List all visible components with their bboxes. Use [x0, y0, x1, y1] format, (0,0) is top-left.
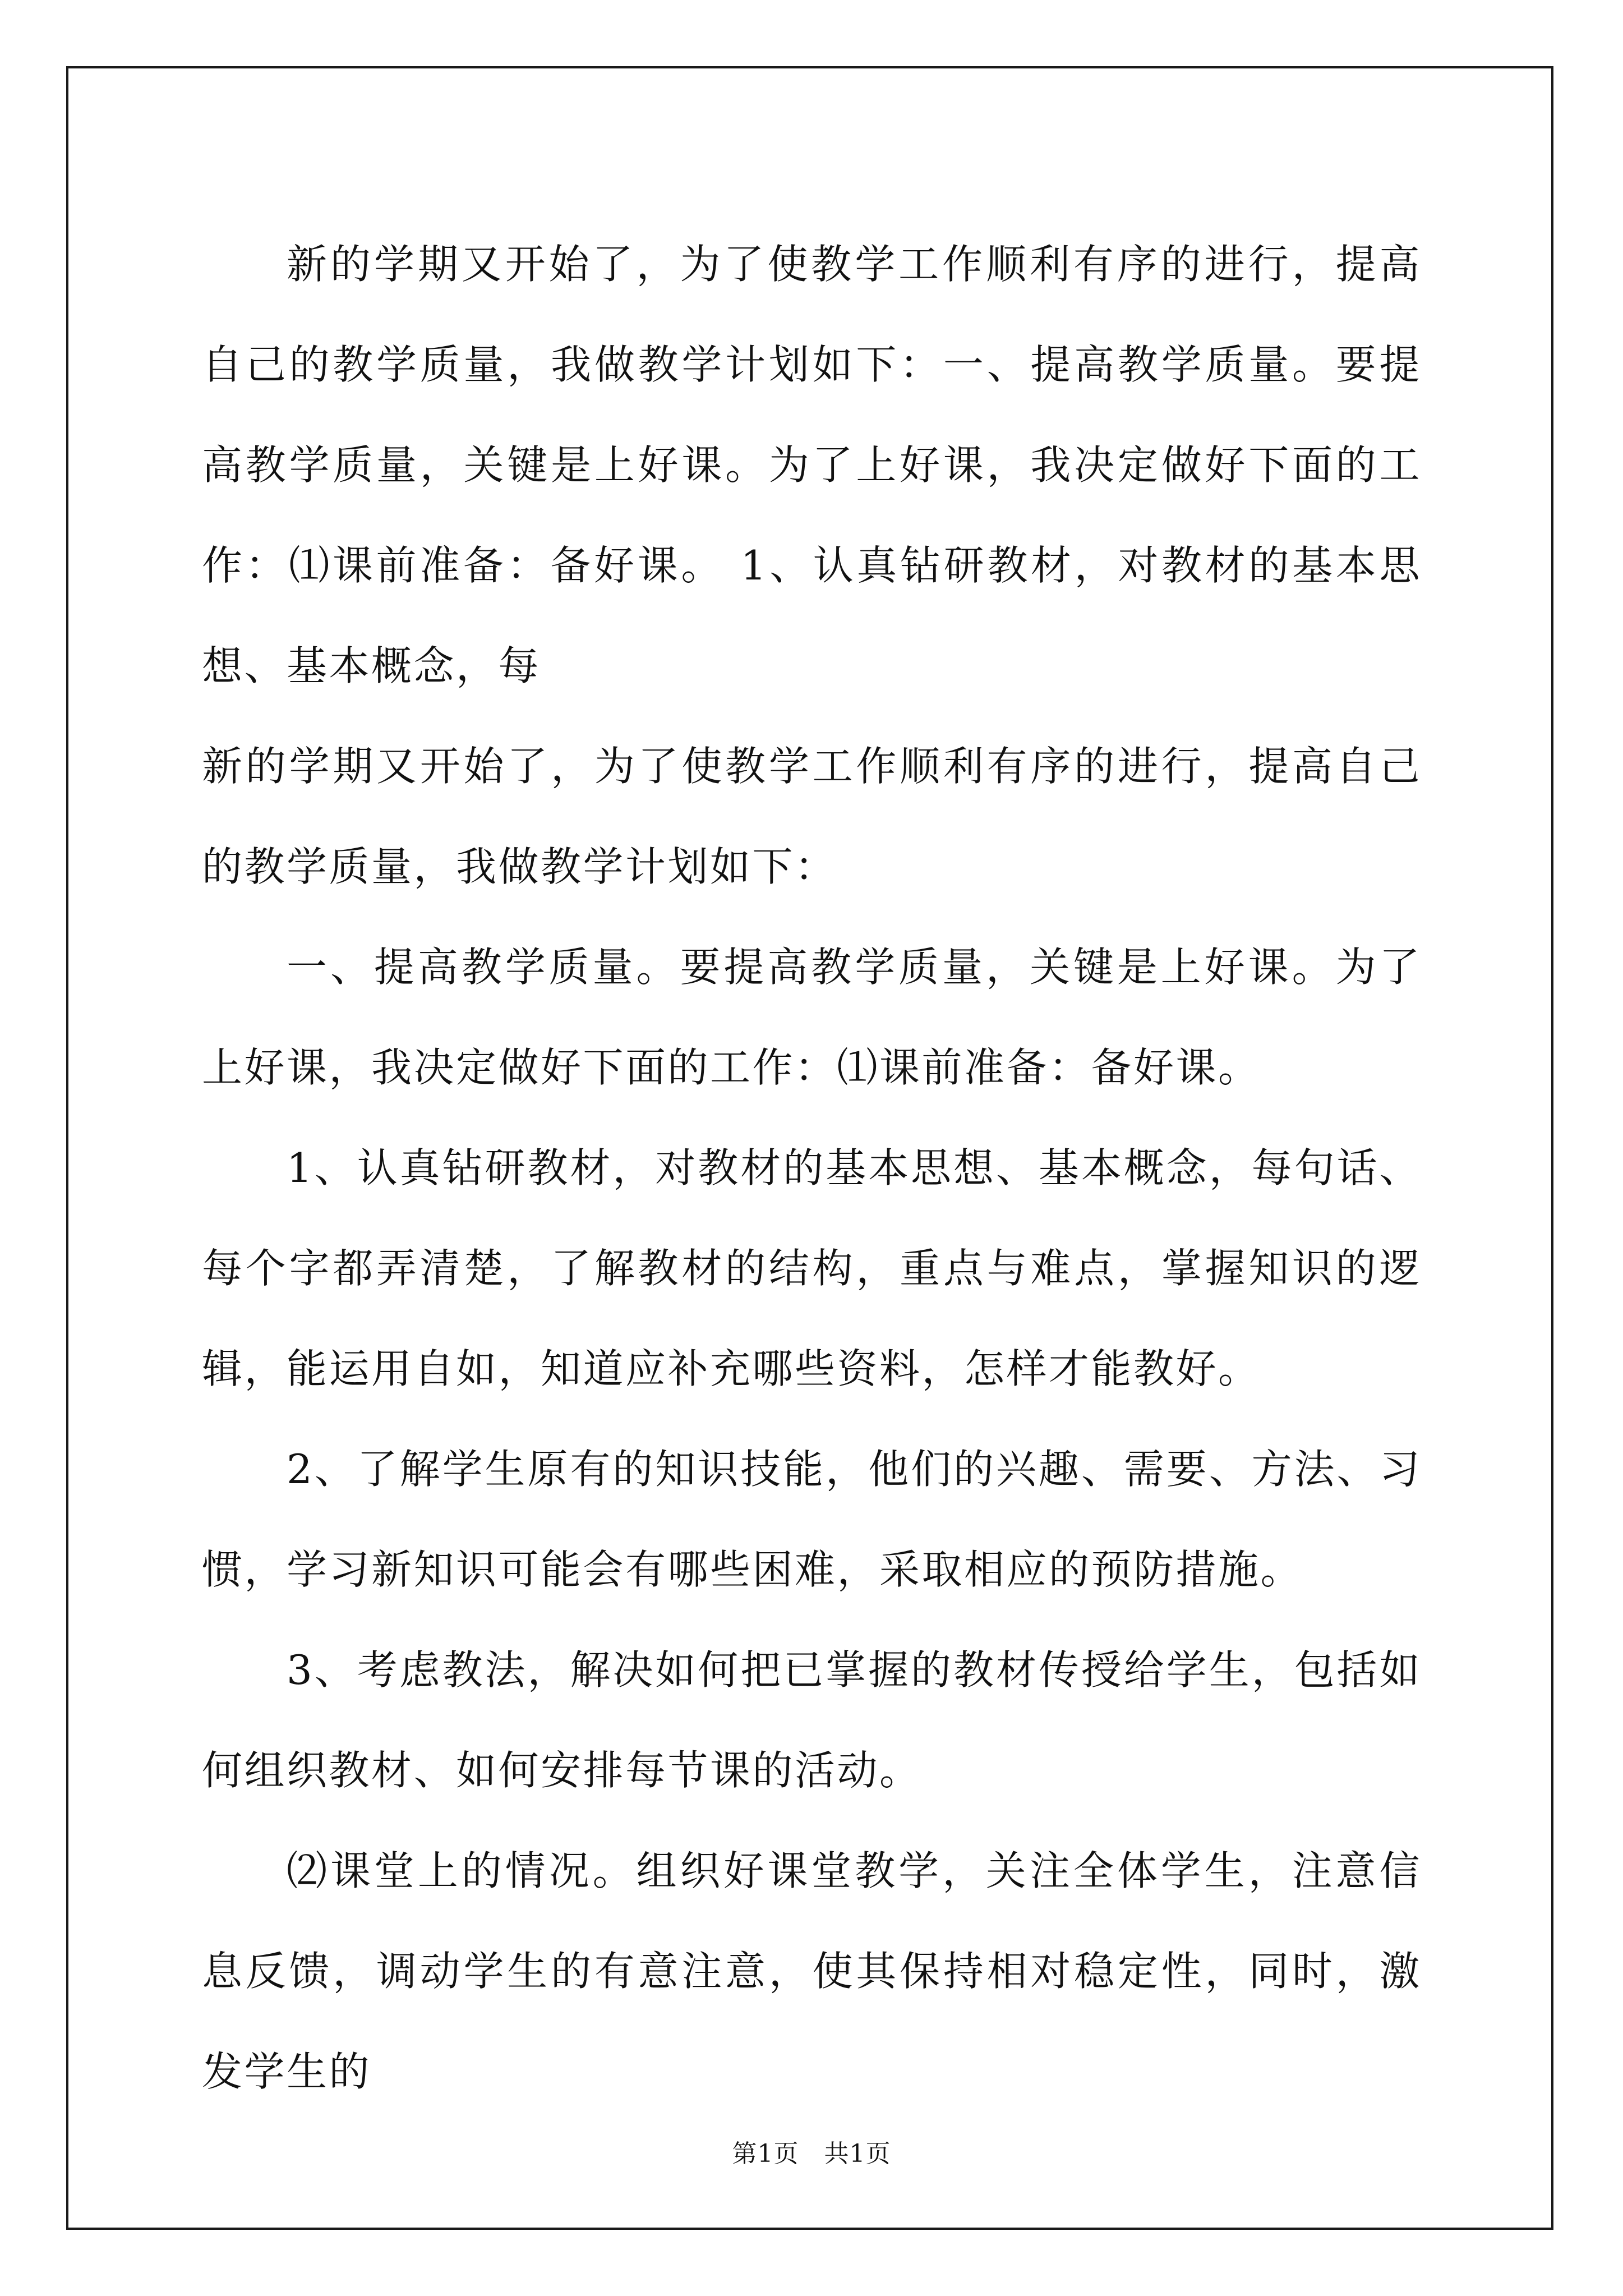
paragraph-intro-1: 新的学期又开始了，为了使教学工作顺利有序的进行，提高自己的教学质量，我做教学计划如下：一、提高教学质量。要提高教学质量，关键是上好课。为了上好课，我决定做好下面的工作：⑴课前准备：备好课。 1、认真钻研教材，对教材的基本思想、基本概念，每 — [202, 241, 1422, 689]
paragraph-item-3: 3、考虑教法，解决如何把已掌握的教材传授给学生，包括如何组织教材、如何安排每节课的活动。 — [202, 1646, 1422, 1794]
paragraph-item-2: 2、了解学生原有的知识技能，他们的兴趣、需要、方法、习惯，学习新知识可能会有哪些困难，采取相应的预防措施。 — [202, 1446, 1422, 1593]
paragraph-classroom: ⑵课堂上的情况。组织好课堂教学，关注全体学生，注意信息反馈，调动学生的有意注意，使其保持相对稳定性，同时，激发学生的 — [202, 1847, 1422, 2095]
paragraph-intro-2: 新的学期又开始了，为了使教学工作顺利有序的进行，提高自己的教学质量，我做教学计划如下： — [202, 743, 1422, 890]
document-body — [202, 214, 1422, 2122]
paragraph-section-one: 一、提高教学质量。要提高教学质量，关键是上好课。为了上好课，我决定做好下面的工作：⑴课前准备：备好课。 — [202, 944, 1422, 1091]
page-footer: 第1页 共1页 — [732, 2139, 891, 2168]
paragraph-item-1: 1、认真钻研教材，对教材的基本思想、基本概念，每句话、每个字都弄清楚，了解教材的结构，重点与难点，掌握知识的逻辑，能运用自如，知道应补充哪些资料，怎样才能教好。 — [202, 1144, 1422, 1392]
